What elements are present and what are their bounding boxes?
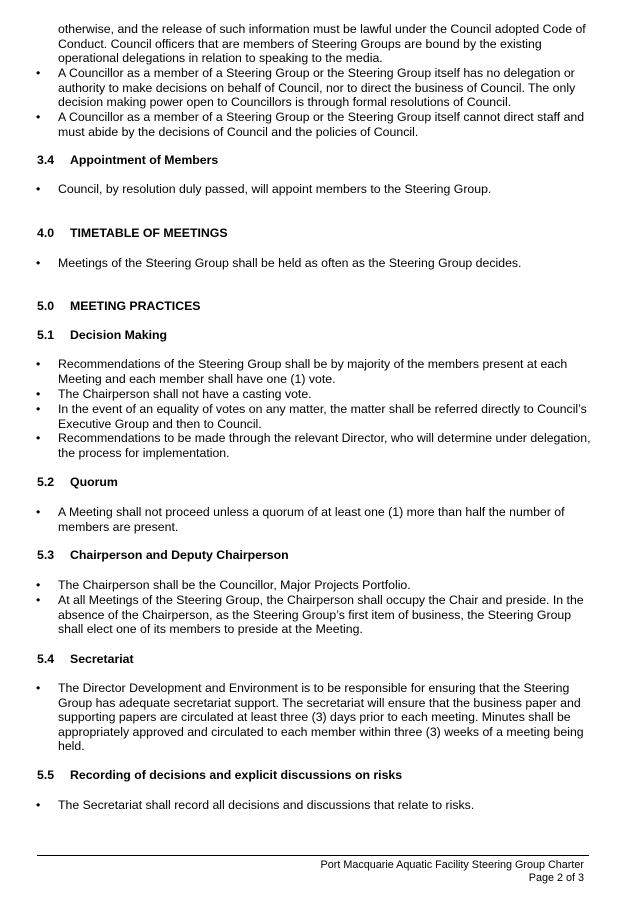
page-footer	[321, 859, 584, 885]
list-item	[36, 402, 593, 431]
bullet-icon: •	[36, 431, 41, 445]
list-item	[36, 182, 593, 197]
section-number: 5.5	[37, 768, 55, 782]
footer-divider	[37, 855, 589, 856]
section-heading-5-2	[37, 475, 118, 490]
section-number: 5.0	[37, 299, 55, 313]
section-number: 5.4	[37, 652, 55, 666]
paragraph-continuation: otherwise, and the release of such information must be lawful under the Council adopted Code of Conduct. Council officers that are members of Steering Groups are bound by the existing operational delegations in relation to speaking to the media.	[58, 22, 586, 66]
list-item-text: A Councillor as a member of a Steering Group or the Steering Group itself has no delegation or authority to make decisions on behalf of Council, nor to direct the business of Council. The only decision making power open to Councillors is through formal resolutions of Council.	[58, 66, 576, 110]
section-title: Decision Making	[70, 328, 168, 342]
list-item	[36, 256, 593, 271]
list-item	[36, 110, 593, 139]
list-item	[36, 66, 593, 110]
bullet-icon: •	[36, 110, 41, 124]
section-title: Quorum	[70, 475, 118, 489]
list-item-text: The Director Development and Environment is to be responsible for ensuring that the Steering Group has adequate secretariat support. The secretariat will ensure that the business paper and supporting papers are circulated at least three (3) days prior to each meeting. Minutes shall be appropriately approved and circulated to each member within three (3) weeks of a meeting being held.	[58, 681, 584, 754]
section-heading-5-3	[37, 548, 289, 563]
list-item-text: The Chairperson shall be the Councillor, Major Projects Portfolio.	[58, 578, 411, 592]
section-heading-5-0	[37, 299, 201, 314]
bullet-icon: •	[36, 256, 41, 270]
bullet-icon: •	[36, 681, 41, 695]
section-title: Appointment of Members	[70, 153, 219, 167]
list-item	[36, 578, 593, 593]
list-item-text: Recommendations of the Steering Group shall be by majority of the members present at each Meeting and each member shall have one (1) vote.	[58, 357, 568, 386]
section-number: 5.1	[37, 328, 55, 342]
section-number: 5.2	[37, 475, 55, 489]
section-number: 5.3	[37, 548, 55, 562]
bullet-icon: •	[36, 387, 41, 401]
list-item-text: The Secretariat shall record all decisions and discussions that relate to risks.	[58, 798, 475, 812]
bullet-icon: •	[36, 578, 41, 592]
section-number: 4.0	[37, 226, 55, 240]
section-heading-5-5	[37, 768, 402, 783]
list-item	[36, 681, 593, 754]
list-item-text: The Chairperson shall not have a casting vote.	[58, 387, 312, 401]
list-item	[36, 387, 593, 402]
list-item-text: Council, by resolution duly passed, will appoint members to the Steering Group.	[58, 182, 492, 196]
list-item	[36, 505, 593, 534]
bullet-icon: •	[36, 182, 41, 196]
list-item	[36, 798, 593, 813]
section-heading-4-0	[37, 226, 228, 241]
bullet-icon: •	[36, 66, 41, 80]
section-title: MEETING PRACTICES	[70, 299, 201, 313]
bullet-icon: •	[36, 798, 41, 812]
section-heading-5-4	[37, 652, 134, 667]
section-title: Secretariat	[70, 652, 134, 666]
list-item-text: A Meeting shall not proceed unless a quorum of at least one (1) more than half the number of members are present.	[58, 505, 565, 534]
bullet-icon: •	[36, 357, 41, 371]
bullet-icon: •	[36, 593, 41, 607]
list-item-text: In the event of an equality of votes on any matter, the matter shall be referred directly to Council’s Executive Group and then to Council.	[58, 402, 587, 431]
section-title: Recording of decisions and explicit discussions on risks	[70, 768, 403, 782]
list-item	[36, 431, 593, 460]
list-item	[36, 593, 593, 637]
section-title: TIMETABLE OF MEETINGS	[70, 226, 228, 240]
bullet-icon: •	[36, 505, 41, 519]
bullet-icon: •	[36, 402, 41, 416]
section-heading-5-1	[37, 328, 167, 343]
list-item	[36, 357, 593, 386]
list-item-text: At all Meetings of the Steering Group, the Chairperson shall occupy the Chair and preside. In the absence of the Chairperson, as the Steering Group’s first item of business, the Steering Group shall elect one of its members to preside at the Meeting.	[58, 593, 584, 637]
section-title: Chairperson and Deputy Chairperson	[70, 548, 289, 562]
footer-page-number: Page 2 of 3	[528, 872, 584, 884]
section-number: 3.4	[37, 153, 55, 167]
list-item-text: A Councillor as a member of a Steering Group or the Steering Group itself cannot direct staff and must abide by the decisions of Council and the policies of Council.	[58, 110, 585, 139]
footer-document-title: Port Macquarie Aquatic Facility Steering Group Charter	[320, 859, 584, 871]
list-item-text: Recommendations to be made through the relevant Director, who will determine under delegation, the process for implementation.	[58, 431, 591, 460]
list-item-text: Meetings of the Steering Group shall be held as often as the Steering Group decides.	[58, 256, 522, 270]
section-heading-3-4	[37, 153, 218, 168]
